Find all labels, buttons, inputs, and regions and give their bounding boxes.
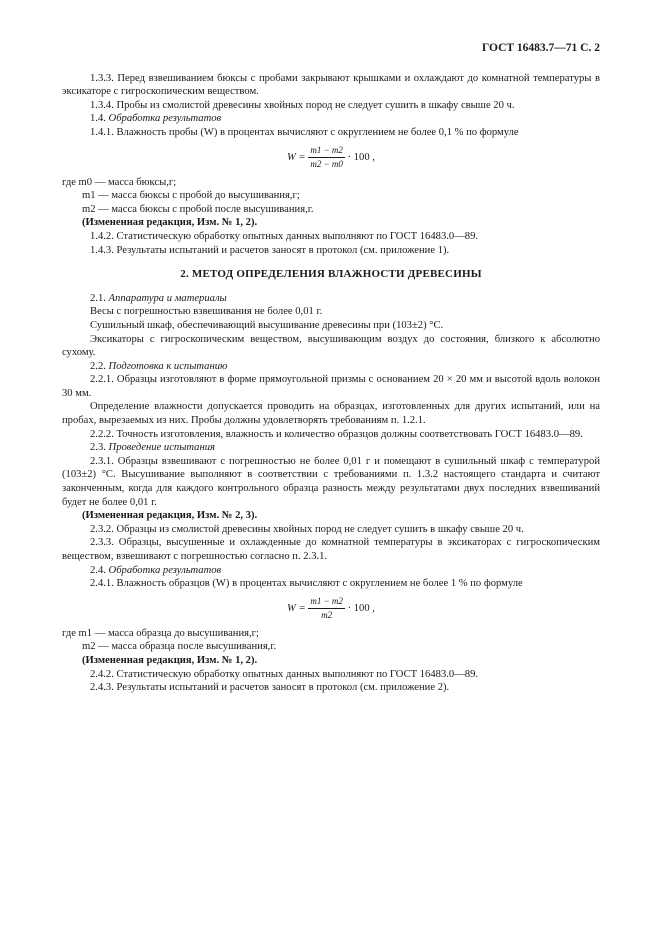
formula-fraction (308, 596, 345, 621)
clause-title: Обработка результатов (108, 113, 222, 125)
clause-2-2-1: 2.2.1. Образцы изготовляют в форме прямоугольной призмы с основанием 20 × 20 мм и высотой вдоль волокон 30 мм. (62, 374, 600, 399)
formula-denominator: m2 − m0 (310, 158, 343, 169)
clause-title: Обработка результатов (108, 564, 222, 576)
clause-2-4-3: 2.4.3. Результаты испытаний и расчетов заносят в протокол (см. приложение 2). (90, 682, 450, 694)
clause-number: 1.4. (90, 113, 106, 125)
clause-title: Аппаратура и материалы (108, 292, 227, 304)
clause-1-4-1: 1.4.1. Влажность пробы (W) в процентах вычисляют с округлением не более 0,1 % по формуле (90, 126, 519, 138)
where-m2: m2 — масса бюксы с пробой после высушивания,г. (82, 203, 314, 215)
document-page (62, 42, 600, 695)
formula-numerator: m1 − m2 (308, 145, 345, 158)
clause-2-4-1: 2.4.1. Влажность образцов (W) в процентах вычисляют с округлением не более 1 % по формуле (90, 578, 523, 590)
clause-title: Подготовка к испытанию (108, 360, 228, 372)
formula-lhs: W = (287, 151, 306, 163)
clause-2-2-2: 2.2.2. Точность изготовления, влажность и количество образцов должны соответствовать ГОСТ 16483.0—89. (90, 428, 583, 440)
clause-2-3-2: 2.3.2. Образцы из смолистой древесины хвойных пород не следует сушить в шкафу свыше 20 ч. (90, 523, 524, 535)
equipment-desiccators: Эксикаторы с гигроскопическим веществом, высушивающим воздух до состояния, близкого к абсолютно сухому. (62, 333, 600, 359)
clause-number: 2.3. (90, 442, 106, 454)
clause-1-3-3: 1.3.3. Перед взвешиванием бюксы с пробами закрывают крышками и охлаждают до комнатной температуры в эксикаторе с гигроскопическим веществом. (62, 72, 600, 98)
where-m1: где m1 — масса образца до высушивания,г; (62, 627, 259, 639)
clause-2-4-heading (62, 564, 600, 578)
page-header: ГОСТ 16483.7—71 С. 2 (481, 42, 600, 54)
edit-note: (Измененная редакция, Изм. № 2, 3). (82, 510, 258, 522)
formula-fraction (308, 145, 345, 170)
clause-2-3-heading (62, 441, 600, 455)
clause-number: 2.4. (90, 564, 106, 576)
clause-2-3-1: 2.3.1. Образцы взвешивают с погрешностью не более 0,01 г и помещают в сушильный шкаф с температурой (103±2) °С. Высушивание выполняют в соответствии с требованиями п. 1.3.2 настоящего стандарта и считают законченным, когда для каждого контрольного образца разность между результатами двух последних взвешиваний будет не более 0,01 г. (62, 455, 600, 508)
clause-2-3-3: 2.3.3. Образцы, высушенные и охлажденные до комнатной температуры в эксикаторах с гигроскопическим веществом, взвешивают с погрешностью согласно п. 2.3.1. (62, 537, 600, 562)
equipment-oven: Сушильный шкаф, обеспечивающий высушивание древесины при (103±2) °С. (90, 319, 444, 331)
formula-1 (62, 145, 600, 170)
clause-1-4-heading (62, 112, 600, 126)
section-2-title: 2. МЕТОД ОПРЕДЕЛЕНИЯ ВЛАЖНОСТИ ДРЕВЕСИНЫ (180, 268, 482, 281)
clause-2-2-1-note: Определение влажности допускается проводить на образцах, изготовленных для других испытаний, или на пробах, вырезаемых из них. Пробы должны удовлетворять требованиям п. 1.2.1. (62, 401, 600, 427)
formula-denominator: m2 (321, 609, 333, 620)
clause-number: 2.2. (90, 360, 106, 372)
formula-tail: · 100 , (347, 602, 375, 614)
clause-1-4-3: 1.4.3. Результаты испытаний и расчетов заносят в протокол (см. приложение 1). (90, 244, 450, 256)
equipment-scales: Весы с погрешностью взвешивания не более 0,01 г. (90, 306, 323, 318)
where-m1: m1 — масса бюксы с пробой до высушивания,г; (82, 190, 300, 202)
clause-number: 2.1. (90, 292, 106, 304)
formula-lhs: W = (287, 602, 306, 614)
formula-2 (62, 596, 600, 621)
clause-title: Проведение испытания (108, 442, 215, 454)
formula-tail: · 100 , (347, 151, 375, 163)
clause-1-4-2: 1.4.2. Статистическую обработку опытных данных выполняют по ГОСТ 16483.0—89. (90, 230, 479, 242)
where-m2: m2 — масса образца после высушивания,г. (82, 641, 277, 653)
clause-2-2-heading (62, 360, 600, 374)
clause-1-3-4: 1.3.4. Пробы из смолистой древесины хвойных пород не следует сушить в шкафу свыше 20 ч. (90, 99, 515, 111)
edit-note: (Измененная редакция, Изм. № 1, 2). (82, 217, 258, 229)
formula-numerator: m1 − m2 (308, 596, 345, 609)
clause-2-4-2: 2.4.2. Статистическую обработку опытных данных выполняют по ГОСТ 16483.0—89. (90, 668, 479, 680)
where-m0: где m0 — масса бюксы,г; (62, 176, 177, 188)
clause-2-1-heading (62, 292, 600, 306)
edit-note: (Измененная редакция, Изм. № 1, 2). (82, 654, 258, 666)
